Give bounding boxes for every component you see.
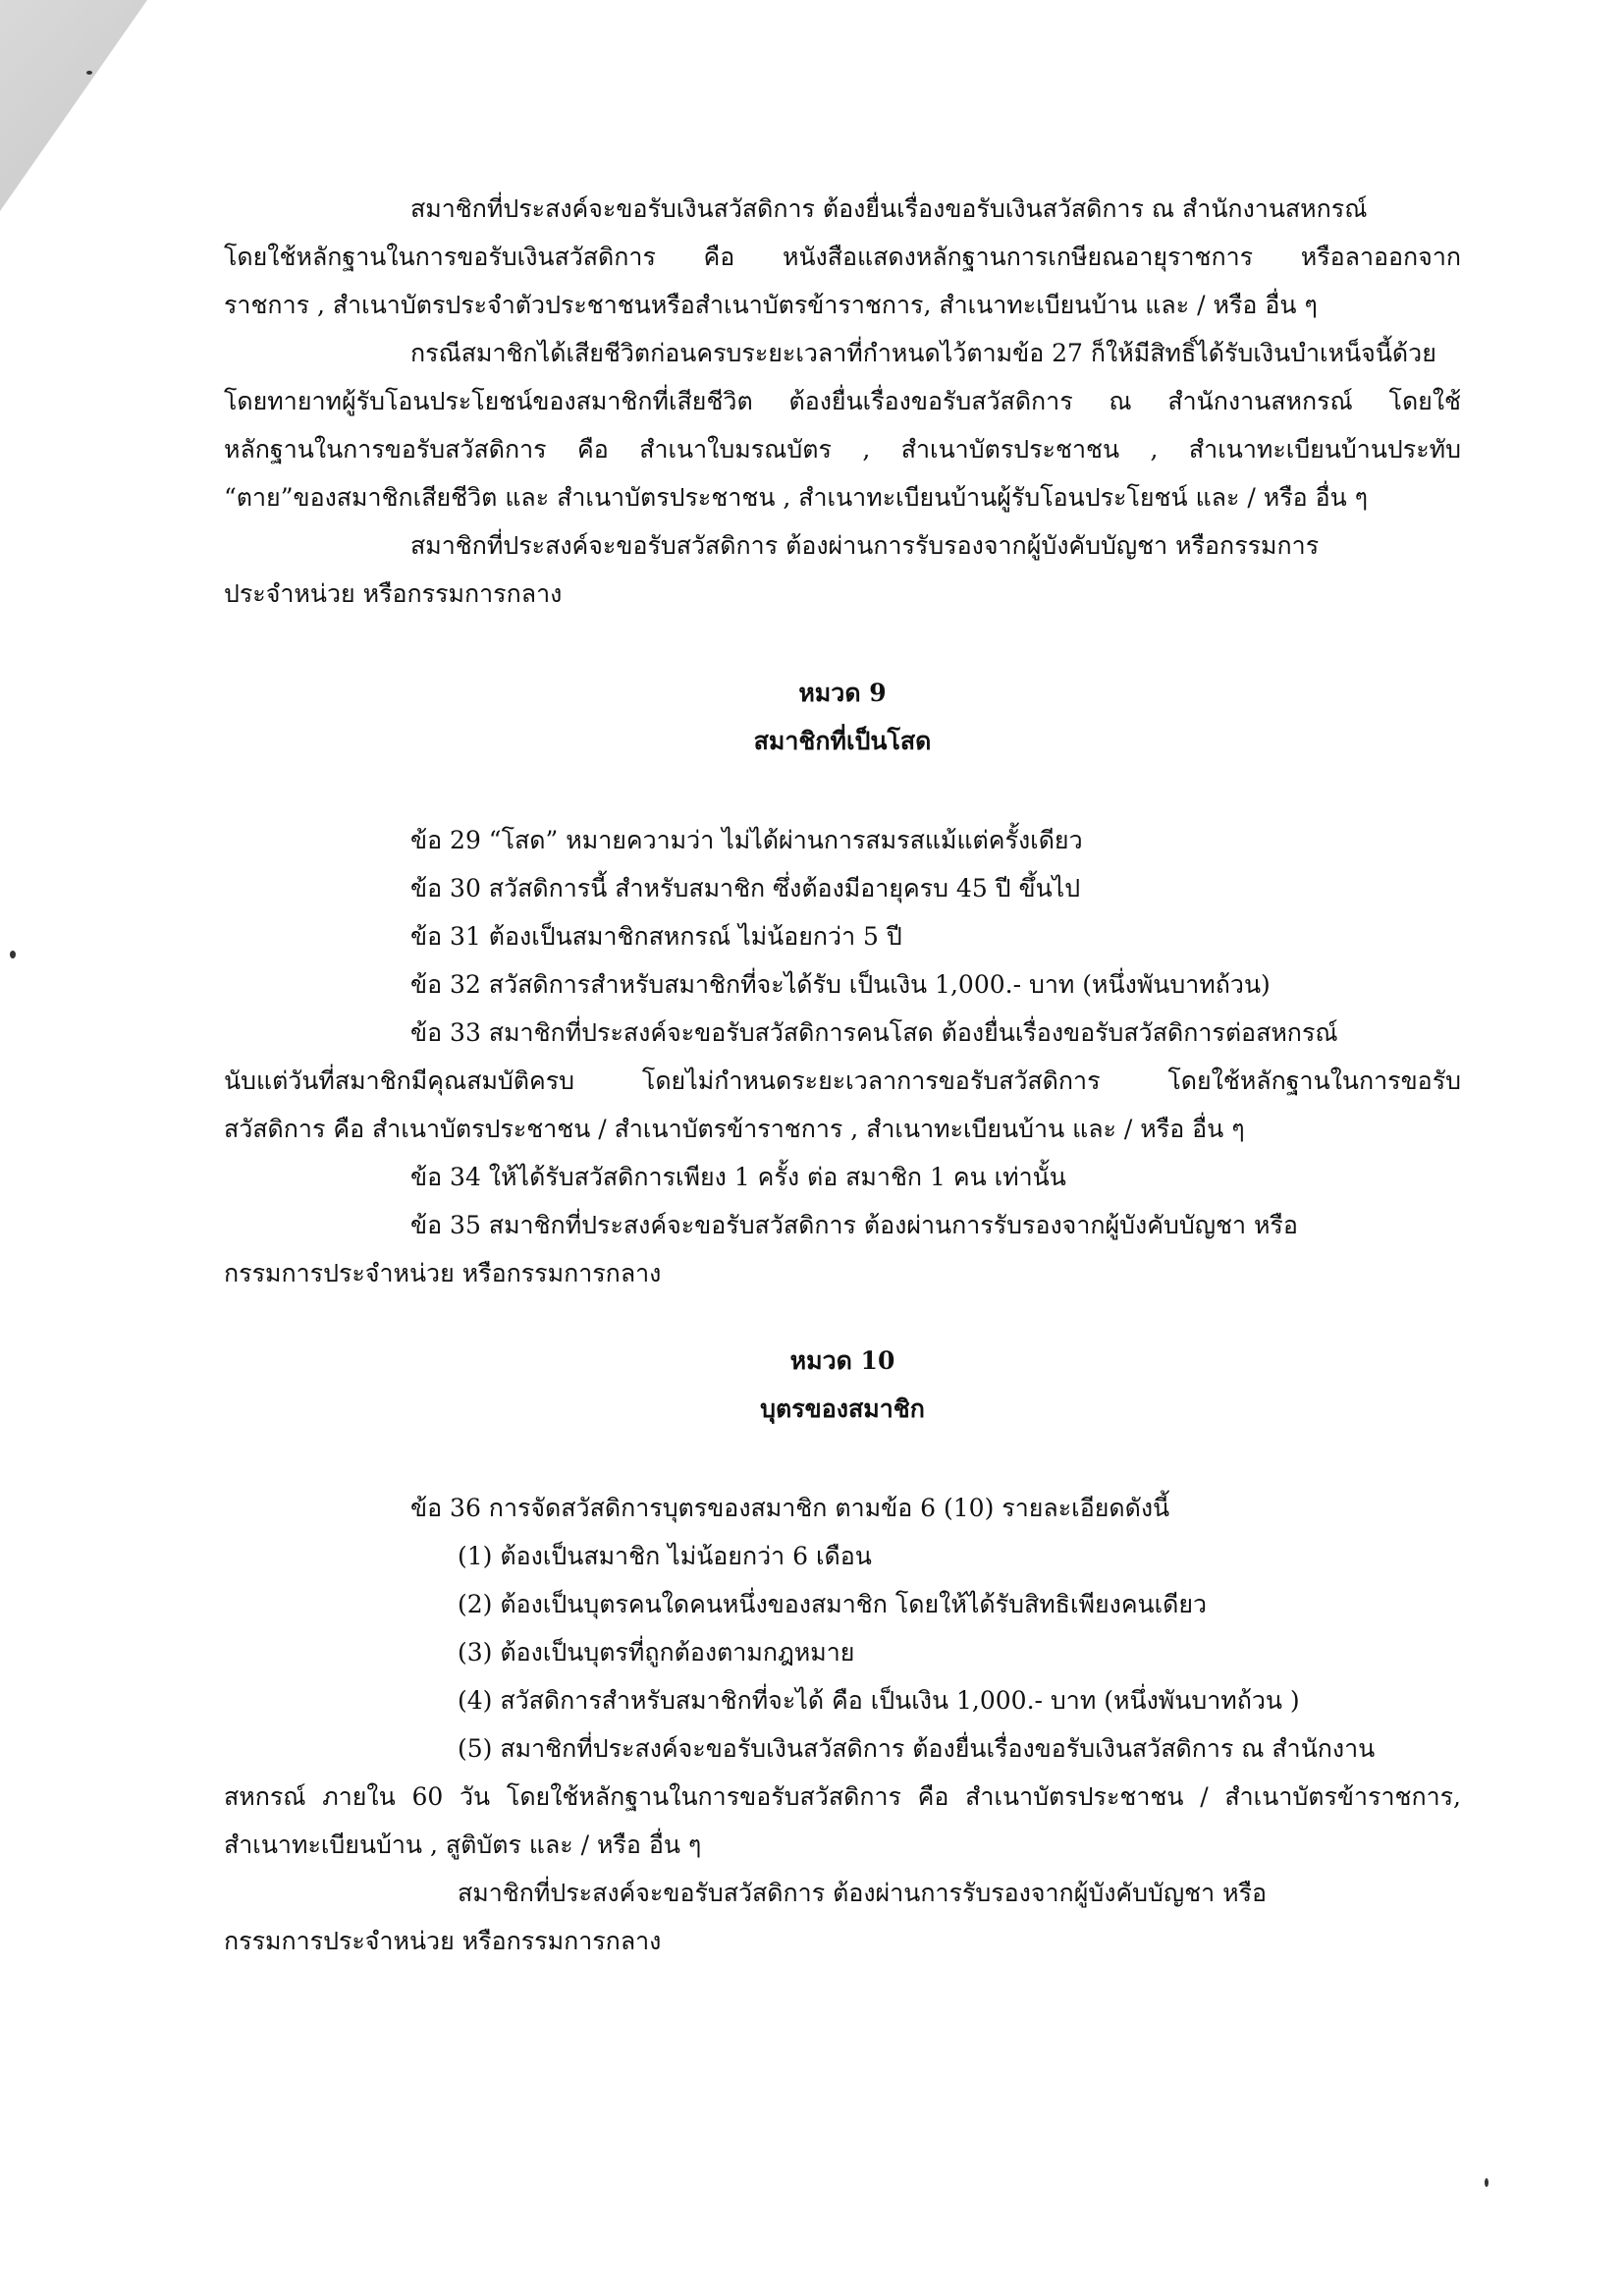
clause-36-item-5-line3: สำเนาทะเบียนบ้าน , สูติบัตร และ / หรือ อื่น ๆ [224,1831,702,1859]
clause-35-line1: ข้อ 35 สมาชิกที่ประสงค์จะขอรับสวัสดิการ ต้องผ่านการรับรองจากผู้บังคับบัญชา หรือ [410,1211,1298,1239]
clause-31: ข้อ 31 ต้องเป็นสมาชิกสหกรณ์ ไม่น้อยกว่า 5 ปี [410,922,902,951]
clause-33-line3: สวัสดิการ คือ สำเนาบัตรประชาชน / สำเนาบัตรข้าราชการ , สำเนาทะเบียนบ้าน และ / หรือ อื่น ๆ [224,1115,1245,1143]
clause-36-item-5-line2: สหกรณ์ ภายใน 60 วัน โดยใช้หลักฐานในการขอรับสวัสดิการ คือ สำเนาบัตรประชาชน / สำเนาบัตรข้าราชการ, [224,1782,1461,1811]
clause-30: ข้อ 30 สวัสดิการนี้ สำหรับสมาชิก ซึ่งต้องมีอายุครบ 45 ปี ขึ้นไป [410,874,1081,902]
s8-para1-line2: โดยใช้หลักฐานในการขอรับเงินสวัสดิการ คือ หนังสือแสดงหลักฐานการเกษียณอายุราชการ หรือลาออกจาก [224,243,1461,271]
scan-speck [10,951,16,958]
scan-speck [1485,2178,1489,2187]
document-body [224,185,1461,1965]
clause-36-item-5-line1: (5) สมาชิกที่ประสงค์จะขอรับเงินสวัสดิการ ต้องยื่นเรื่องขอรับเงินสวัสดิการ ณ สำนักงาน [458,1734,1376,1763]
clause-36: ข้อ 36 การจัดสวัสดิการบุตรของสมาชิก ตามข้อ 6 (10) รายละเอียดดังนี้ [410,1494,1170,1522]
clause-36-item-2: (2) ต้องเป็นบุตรคนใดคนหนึ่งของสมาชิก โดยให้ได้รับสิทธิเพียงคนเดียว [458,1590,1208,1618]
s8-para2-line4: “ตาย”ของสมาชิกเสียชีวิต และ สำเนาบัตรประชาชน , สำเนาทะเบียนบ้านผู้รับโอนประโยชน์ และ / หรือ อื่น ๆ [224,483,1369,512]
clause-34: ข้อ 34 ให้ได้รับสวัสดิการเพียง 1 ครั้ง ต่อ สมาชิก 1 คน เท่านั้น [410,1163,1066,1191]
clause-36-item-1: (1) ต้องเป็นสมาชิก ไม่น้อยกว่า 6 เดือน [458,1542,872,1570]
s8-para2-line1: กรณีสมาชิกได้เสียชีวิตก่อนครบระยะเวลาที่กำหนดไว้ตามข้อ 27 ก็ให้มีสิทธิ์ได้รับเงินบำเหน็จนี้ด้วย [410,339,1436,367]
clause-33-line2: นับแต่วันที่สมาชิกมีคุณสมบัติครบ โดยไม่กำหนดระยะเวลาการขอรับสวัสดิการ โดยใช้หลักฐานในการขอรับ [224,1066,1461,1095]
clause-33-line1: ข้อ 33 สมาชิกที่ประสงค์จะขอรับสวัสดิการคนโสด ต้องยื่นเรื่องขอรับสวัสดิการต่อสหกรณ์ [410,1018,1338,1047]
s8-para2-line3: หลักฐานในการขอรับสวัสดิการ คือ สำเนาใบมรณบัตร , สำเนาบัตรประชาชน , สำเนาทะเบียนบ้านประทับ [224,435,1461,464]
s8-para1-line3: ราชการ , สำเนาบัตรประจำตัวประชาชนหรือสำเนาบัตรข้าราชการ, สำเนาทะเบียนบ้าน และ / หรือ อื่น ๆ [224,291,1318,319]
section10-title: บุตรของสมาชิก [760,1394,925,1423]
s8-para2-line2: โดยทายาทผู้รับโอนประโยชน์ของสมาชิกที่เสียชีวิต ต้องยื่นเรื่องขอรับสวัสดิการ ณ สำนักงานสหกรณ์ โดยใช้ [224,387,1461,415]
scan-speck [86,71,92,75]
clause-36-item-4: (4) สวัสดิการสำหรับสมาชิกที่จะได้ คือ เป็นเงิน 1,000.- บาท (หนึ่งพันบาทถ้วน ) [458,1686,1300,1715]
s8-para3-line2: ประจำหน่วย หรือกรรมการกลาง [224,579,563,608]
section10-heading: หมวด 10 [789,1346,895,1375]
clause-29: ข้อ 29 “โสด” หมายความว่า ไม่ได้ผ่านการสมรสแม้แต่ครั้งเดียว [410,826,1083,854]
clause-35-line2: กรรมการประจำหน่วย หรือกรรมการกลาง [224,1259,662,1287]
s10-closing-line1: สมาชิกที่ประสงค์จะขอรับสวัสดิการ ต้องผ่านการรับรองจากผู้บังคับบัญชา หรือ [458,1879,1268,1907]
s8-para3-line1: สมาชิกที่ประสงค์จะขอรับสวัสดิการ ต้องผ่านการรับรองจากผู้บังคับบัญชา หรือกรรมการ [410,531,1320,560]
s10-closing-line2: กรรมการประจำหน่วย หรือกรรมการกลาง [224,1927,662,1955]
section9-heading: หมวด 9 [798,679,887,707]
s8-para1-line1: สมาชิกที่ประสงค์จะขอรับเงินสวัสดิการ ต้องยื่นเรื่องขอรับเงินสวัสดิการ ณ สำนักงานสหกรณ์ [410,194,1368,223]
clause-36-item-3: (3) ต้องเป็นบุตรที่ถูกต้องตามกฎหมาย [458,1638,855,1667]
clause-32: ข้อ 32 สวัสดิการสำหรับสมาชิกที่จะได้รับ เป็นเงิน 1,000.- บาท (หนึ่งพันบาทถ้วน) [410,970,1271,999]
section9-title: สมาชิกที่เป็นโสด [753,727,932,755]
scan-folded-corner [0,0,147,211]
